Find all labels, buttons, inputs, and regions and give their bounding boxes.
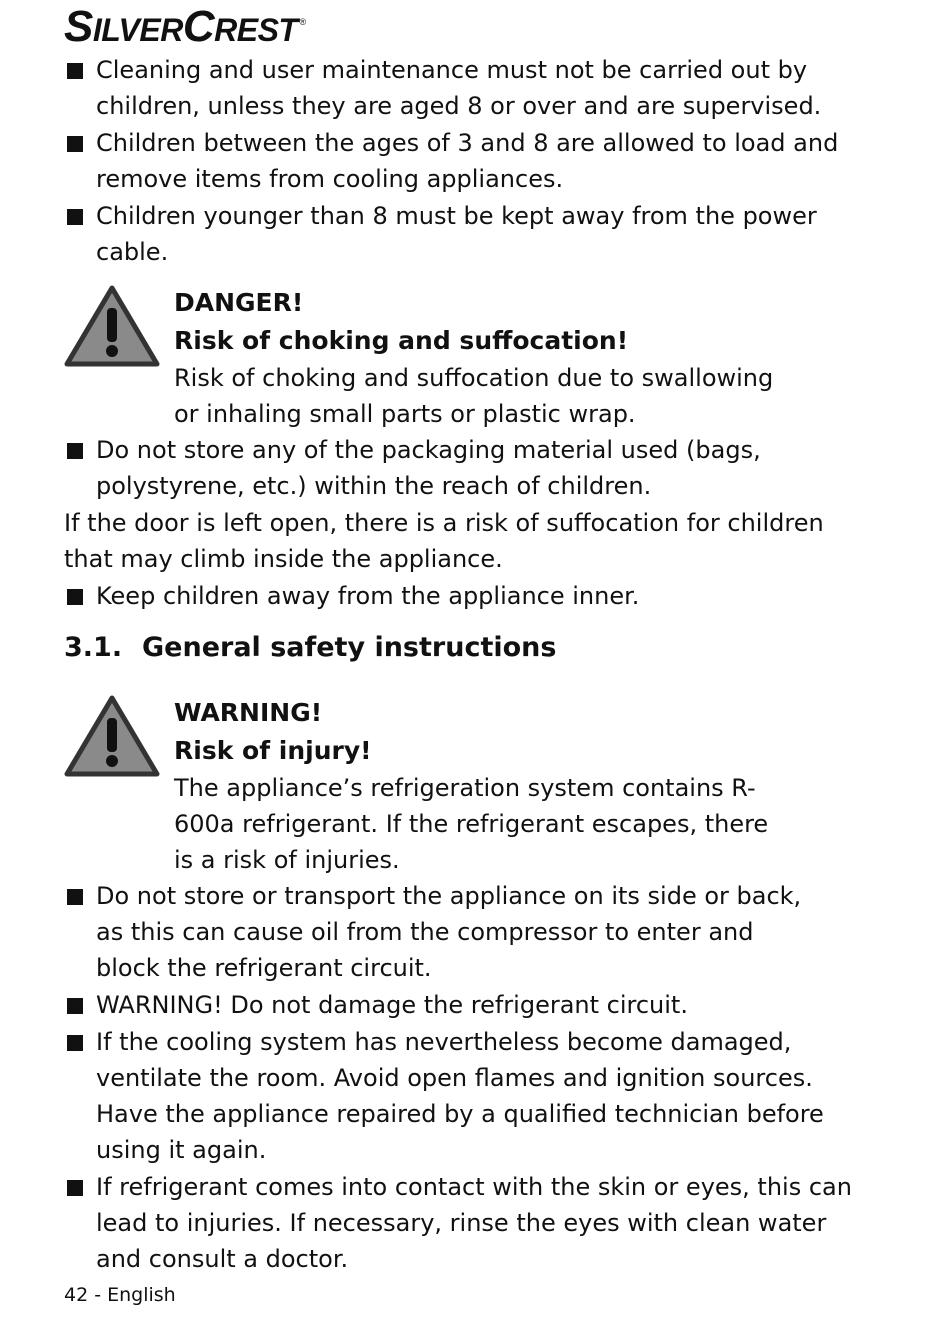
section-heading: 3.1. General safety instructions (64, 632, 557, 663)
warning-title: WARNING! (174, 698, 323, 727)
list-item: If the cooling system has nevertheless become damaged, ventilate the room. Avoid open flames and ignition sources. Have the appliance repaired by a qualified technician before using it again. (64, 1024, 864, 1168)
bullet-square-icon (67, 589, 83, 605)
warning-notice (64, 694, 864, 878)
bullet-square-icon (67, 63, 83, 79)
page-footer: 42 - English (64, 1284, 176, 1306)
warning-subtitle: Risk of injury! (174, 736, 372, 765)
list-item: If refrigerant comes into contact with the skin or eyes, this can lead to injuries. If necessary, rinse the eyes with clean water and consult a doctor. (64, 1169, 864, 1277)
bullet-square-icon (67, 1035, 83, 1051)
list-item: WARNING! Do not damage the refrigerant circuit. (64, 987, 864, 1023)
bullet-square-icon (67, 443, 83, 459)
bullet-square-icon (67, 209, 83, 225)
list-item: Cleaning and user maintenance must not be carried out by children, unless they are aged 8 or over and are supervised. (64, 52, 864, 124)
door-paragraph: If the door is left open, there is a risk of suffocation for children that may climb inside the appliance. (64, 509, 824, 573)
bullet-square-icon (67, 136, 83, 152)
bullet-square-icon (67, 998, 83, 1014)
page-content (64, 52, 864, 1277)
danger-text: Risk of choking and suffocation due to swallowing or inhaling small parts or plastic wrap. (174, 364, 774, 428)
danger-title: DANGER! (174, 288, 304, 317)
warning-triangle-icon (64, 694, 160, 778)
danger-notice (64, 284, 864, 432)
list-item: Do not store any of the packaging material used (bags, polystyrene, etc.) within the reach of children. (64, 432, 774, 504)
list-item: Children between the ages of 3 and 8 are allowed to load and remove items from cooling appliances. (64, 125, 864, 197)
brand-logo: SILVERCREST ® (64, 2, 306, 51)
warning-text: The appliance’s refrigeration system contains R-600a refrigerant. If the refrigerant escapes, there is a risk of injuries. (174, 774, 769, 874)
list-item: Children younger than 8 must be kept away from the power cable. (64, 198, 864, 270)
list-item: Keep children away from the appliance inner. (64, 578, 864, 614)
danger-subtitle: Risk of choking and suffocation! (174, 326, 629, 355)
warning-triangle-icon (64, 284, 160, 368)
list-item: Do not store or transport the appliance on its side or back, as this can cause oil from the compressor to enter and block the refrigerant circuit. (64, 878, 824, 986)
bullet-square-icon (67, 889, 83, 905)
bullet-square-icon (67, 1180, 83, 1196)
